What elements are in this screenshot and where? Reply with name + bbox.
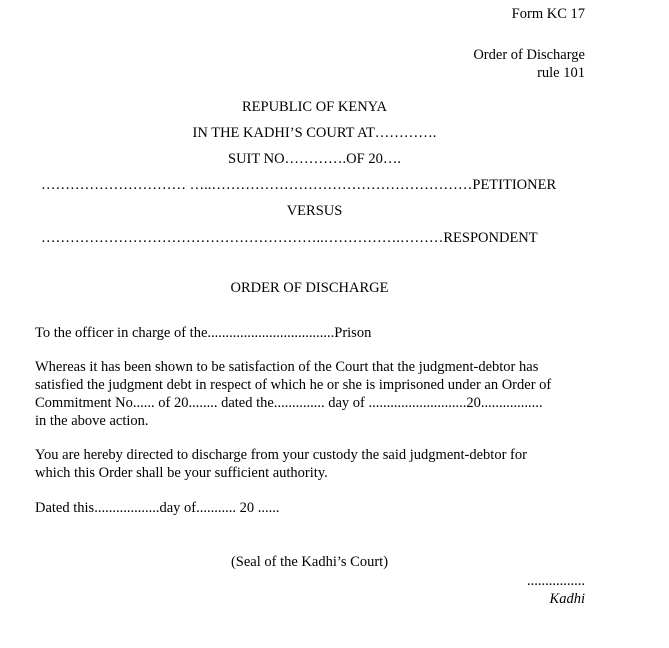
whereas-line: Whereas it has been shown to be satisfaction of the Court that the judgment-debtor has [35,359,539,375]
dated-line: Dated this..................day of........... 20 ...... [35,500,280,516]
form-number: Form KC 17 [511,6,585,22]
respondent-line: …………………………………………………..…………….………RESPONDENT [41,230,538,246]
court-seal: (Seal of the Kadhi’s Court) [230,554,389,570]
directed-line: which this Order shall be your sufficient authority. [35,465,328,481]
kadhi-signature-title: Kadhi [549,591,585,607]
whereas-line: Commitment No...... of 20........ dated the.............. day of ...........................20................. [35,395,543,411]
petitioner-line: ………………………… …..………………………………………………PETITIONER [41,177,557,193]
suit-number: SUIT NO………….OF 20…. [228,151,401,167]
whereas-line: satisfied the judgment debt in respect of which he or she is imprisoned under an Order of [35,377,552,393]
whereas-paragraph [35,358,595,430]
order-title: ORDER OF DISCHARGE [230,280,389,296]
whereas-line: in the above action. [35,413,149,429]
form-rule: rule 101 [537,65,585,81]
form-title: Order of Discharge [473,47,585,63]
court-heading: IN THE KADHI’S COURT AT…………. [192,125,437,141]
versus-label: VERSUS [286,203,343,219]
directed-line: You are hereby directed to discharge from your custody the said judgment-debtor for [35,447,527,463]
signature-line: ................ [527,573,585,589]
republic-heading: REPUBLIC OF KENYA [241,99,387,115]
to-officer-line: To the officer in charge of the...................................Prison [35,325,372,341]
directed-paragraph [35,446,595,482]
